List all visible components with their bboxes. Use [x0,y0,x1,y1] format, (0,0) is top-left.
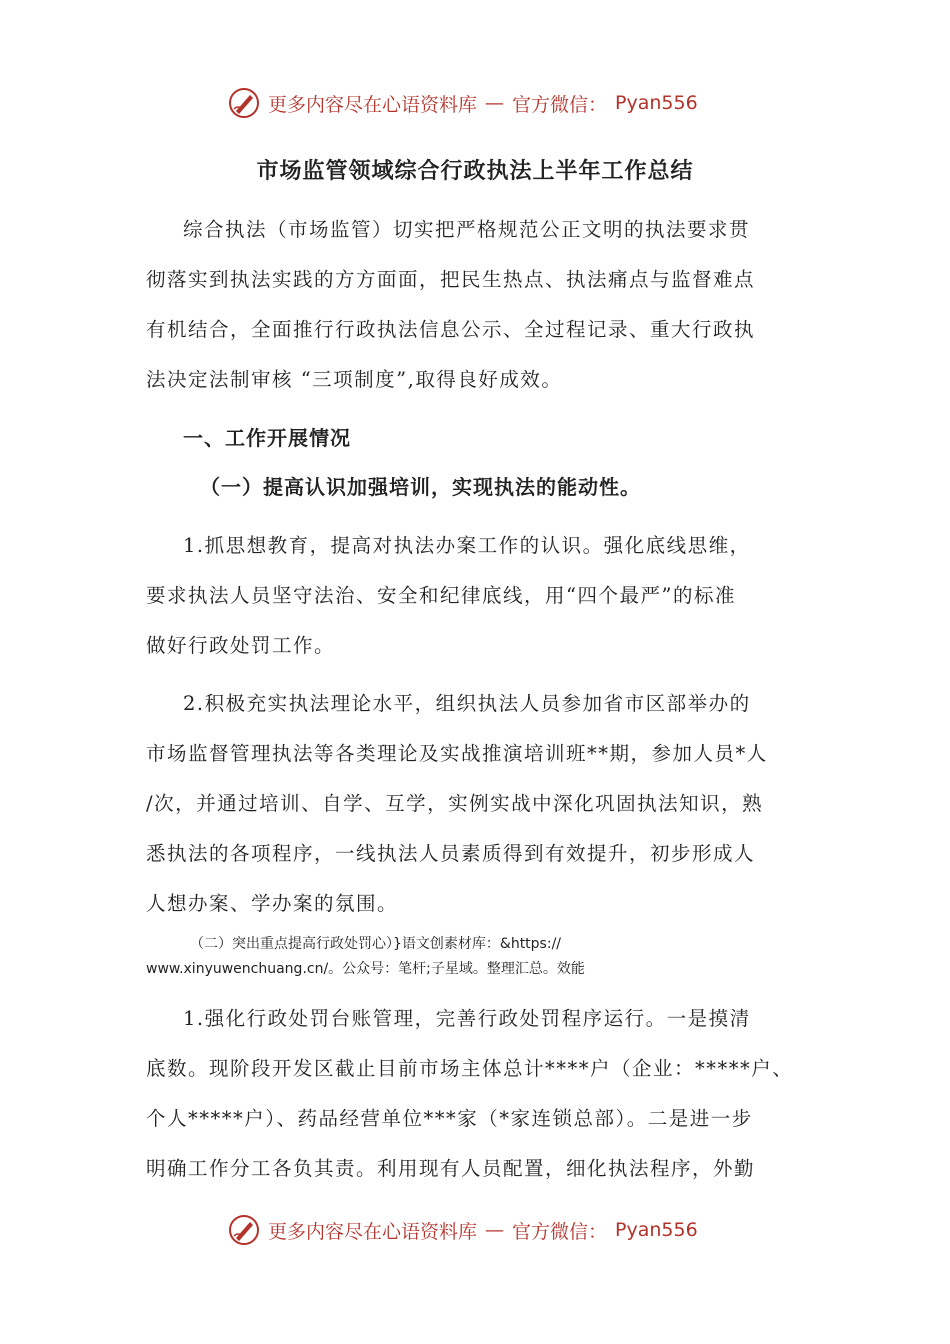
item1-line: 要求执法人员坚守法治、安全和纪律底线，用“四个最严”的标准 [146,584,736,607]
banner-wechat-id: Pyan556 [615,92,698,114]
item3-line: 个人*****户）、药品经营单位***家（*家连锁总部）。二是进一步 [146,1107,753,1130]
intro-line: 彻落实到执法实践的方方面面，把民生热点、执法痛点与监督难点 [146,268,756,291]
footer-banner [228,1210,698,1250]
item2-line: 人想办案、学办案的氛围。 [146,892,399,915]
banner-text: 更多内容尽在心语资料库 [268,93,478,116]
item3-line: 明确工作分工各负其责。利用现有人员配置，细化执法程序，外勤 [146,1157,756,1180]
pen-logo-icon [228,87,260,119]
intro-line: 综合执法（市场监管）切实把严格规范公正文明的执法要求贯 [183,218,751,241]
pen-logo-icon [228,1214,260,1246]
source-note-line: www.xinyuwenchuang.cn/。公众号：笔杆;子星域。整理汇总。效能 [146,961,585,977]
item1-line: 做好行政处罚工作。 [146,634,336,657]
item2-line: 市场监督管理执法等各类理论及实战推演培训班**期，参加人员*人 [146,742,768,765]
source-note-line: （二）突出重点提高行政处罚心）}语文创素材库：&https:// [190,936,562,952]
item1-line: 1.抓思想教育，提高对执法办案工作的认识。强化底线思维， [183,534,751,557]
item2-line: 悉执法的各项程序，一线执法人员素质得到有效提升，初步形成人 [146,842,756,865]
banner-dash: — [485,1219,505,1241]
item2-line: 2.积极充实执法理论水平，组织执法人员参加省市区部举办的 [183,692,751,715]
item3-line: 1.强化行政处罚台账管理，完善行政处罚程序运行。一是摸清 [183,1007,751,1030]
banner-wechat-id: Pyan556 [615,1219,698,1241]
item2-line: /次，并通过培训、自学、互学，实例实战中深化巩固执法知识，熟 [146,792,764,815]
intro-line: 有机结合，全面推行行政执法信息公示、全过程记录、重大行政执 [146,318,756,341]
intro-line: 法决定法制审核 “三项制度”,取得良好成效。 [146,368,563,391]
banner-wechat-label: 官方微信： [512,1220,608,1243]
banner-dash: — [485,92,505,114]
item3-line: 底数。现阶段开发区截止目前市场主体总计****户（企业：*****户、 [146,1057,794,1080]
header-banner [228,83,698,123]
banner-wechat-label: 官方微信： [512,93,608,116]
subsection-heading: （一）提高认识加强培训，实现执法的能动性。 [200,475,641,499]
banner-text: 更多内容尽在心语资料库 [268,1220,478,1243]
document-title: 市场监管领域综合行政执法上半年工作总结 [256,159,694,184]
section-heading: 一、工作开展情况 [183,426,351,450]
